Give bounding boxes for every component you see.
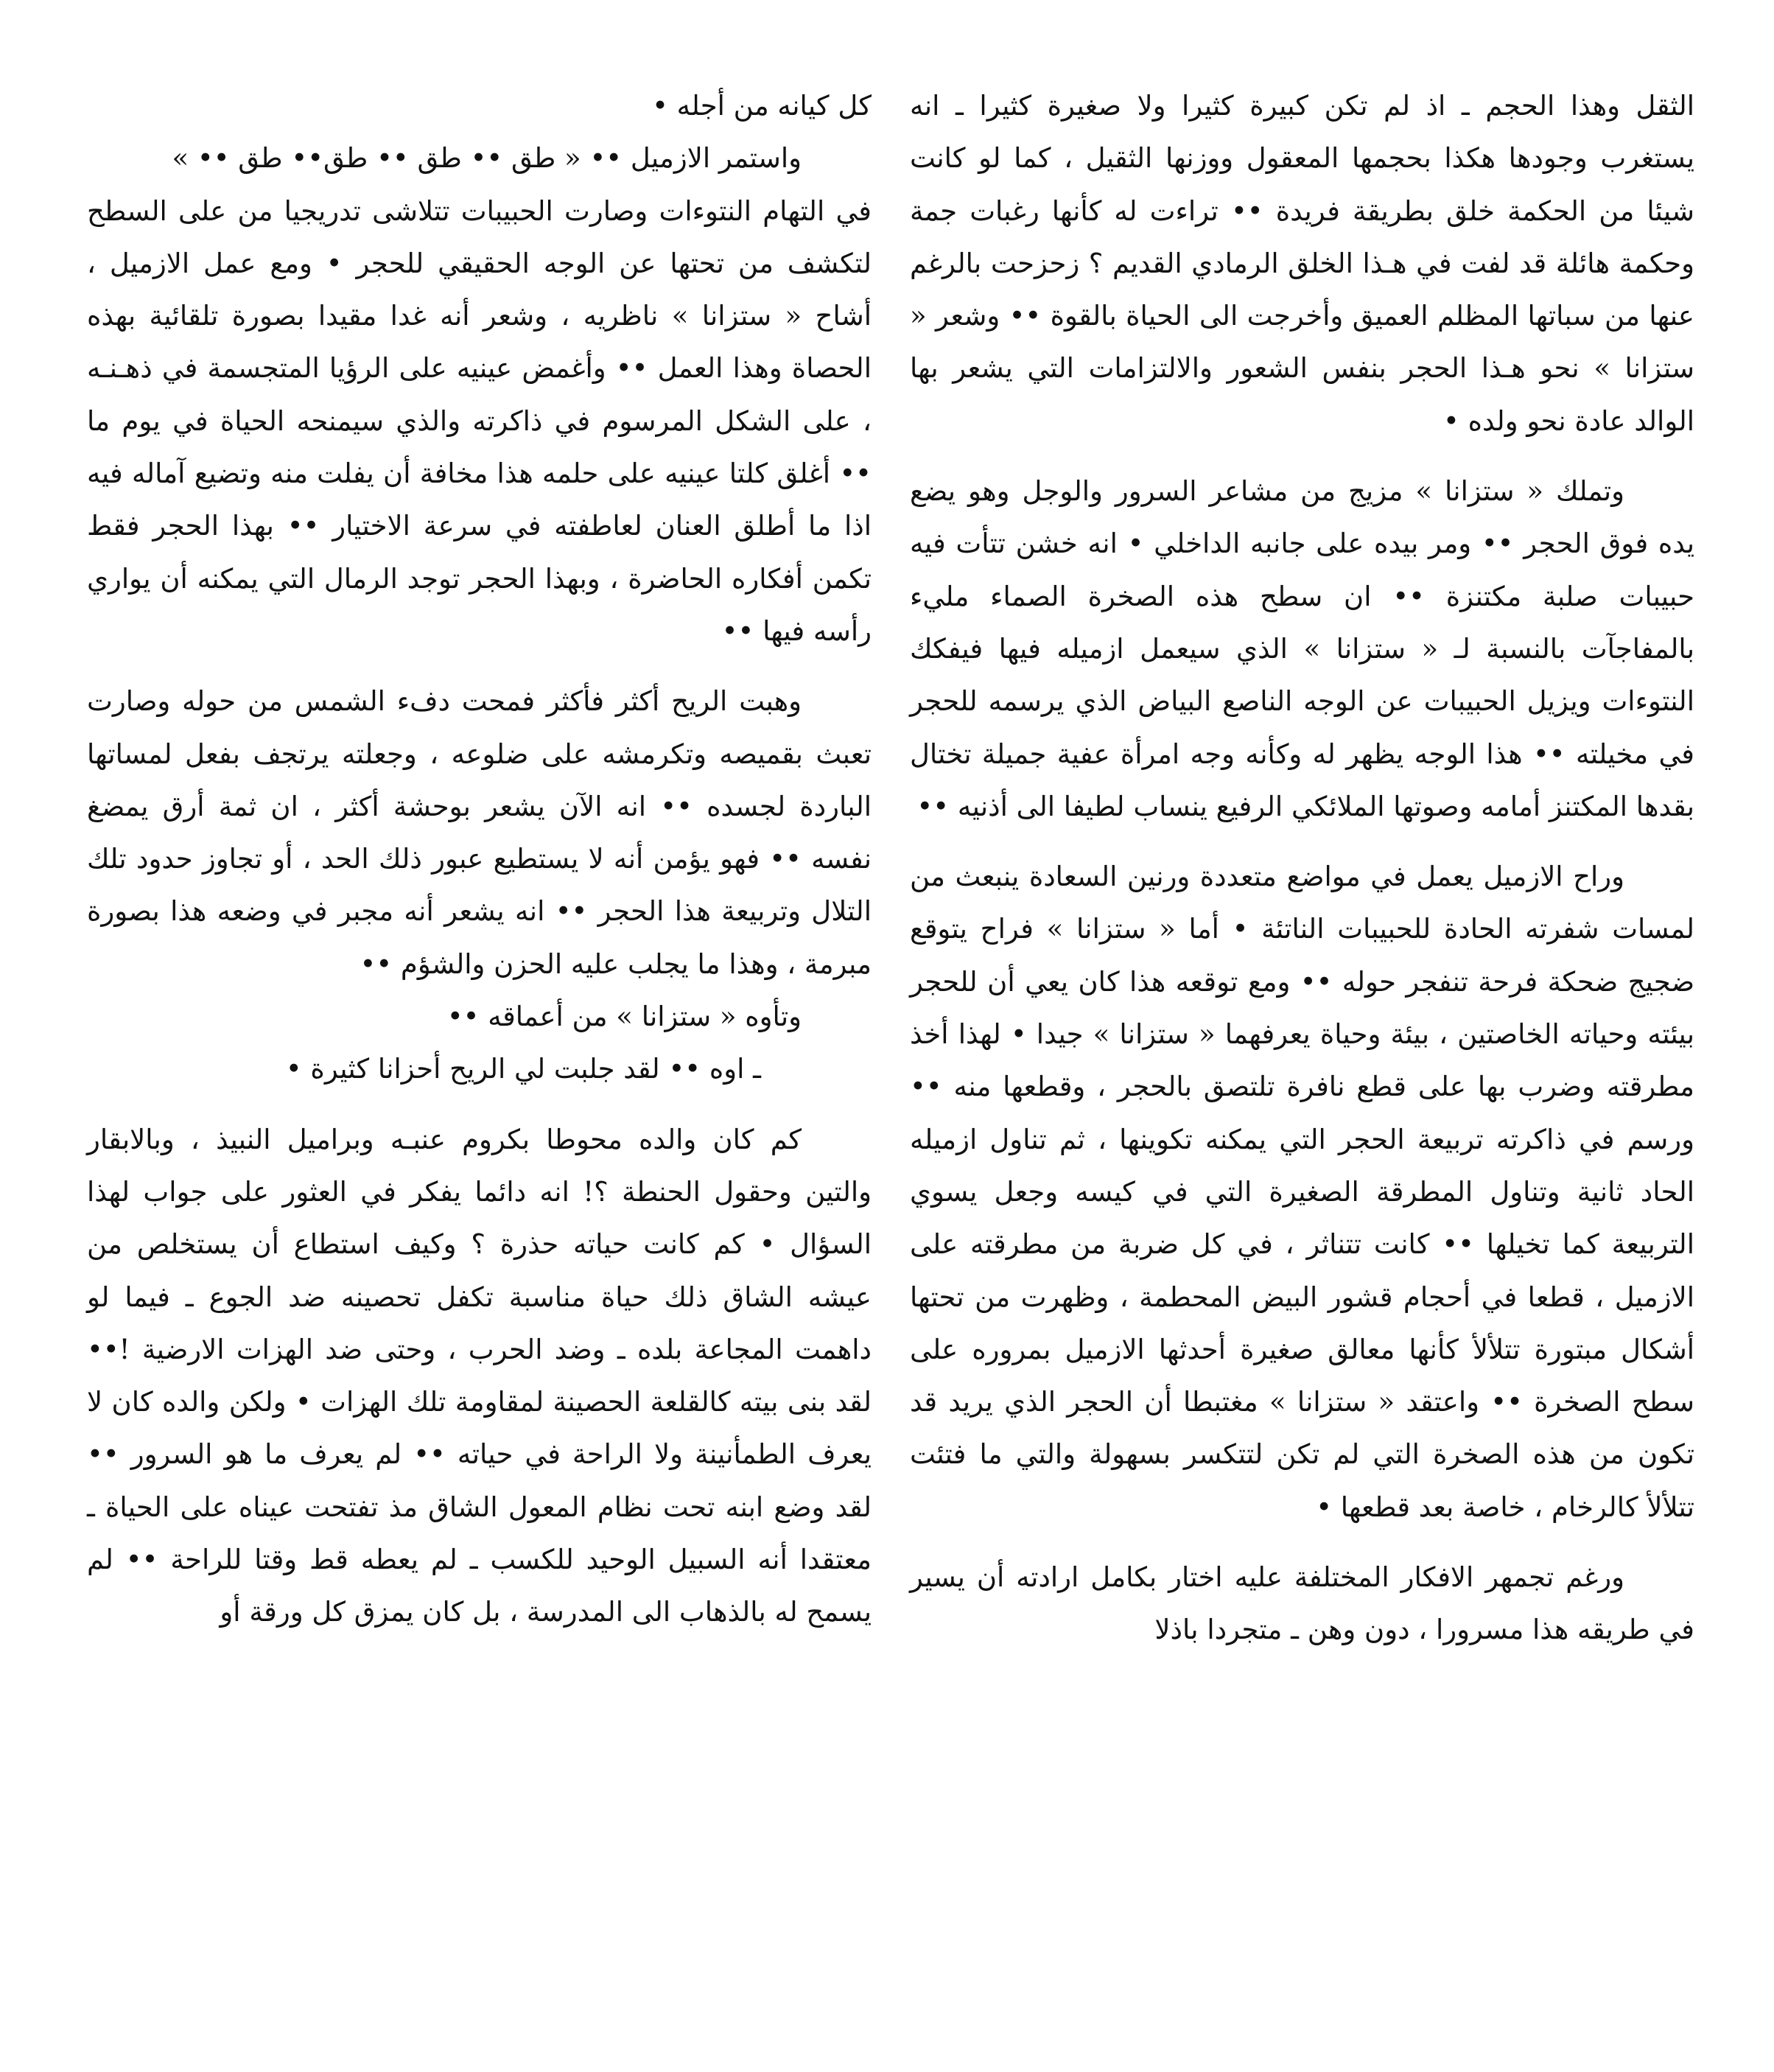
- paragraph: وراح الازميل يعمل في مواضع متعددة ورنين السعادة ينبعث من لمسات شفرته الحادة للحبيبات الناتئة • أما « ستزانا » فراح يتوقع ضجيج ضحكة فرحة تنفجر حوله •• ومع توقعه هذا كان يعي أن للحجر بيئته وحياته الخاصتين ، بيئة وحياة يعرفهما « ستزانا » جيدا • لهذا أخذ مطرقته وضرب بها على قطع نافرة تلتصق بالحجر ، وقطعها منه •• ورسم في ذاكرته تربيعة الحجر التي يمكنه تكوينها ، ثم تناول ازميله الحاد ثانية وتناول المطرقة الصغيرة التي في كيسه وجعل يسوي التربيعة كما تخيلها •• كانت تتناثر ، في كل ضربة من مطرقته على الازميل ، قطعا في أحجام قشور البيض المحطمة ، وظهرت من تحتها أشكال مبتورة تتلألأ كأنها معالق صغيرة أحدثها الازميل بمروره على سطح الصخرة •• واعتقد « ستزانا » مغتبطا أن الحجر الذي يريد قد تكون من هذه الصخرة التي لم تكن لتتكسر بسهولة والتي ما فتئت تتلألأ كالرخام ، خاصة بعد قطعها •: [910, 861, 1694, 1523]
- paragraph: وتملك « ستزانا » مزيج من مشاعر السرور والوجل وهو يضع يده فوق الحجر •• ومر بيده على جانبه الداخلي • انه خشن تتأت فيه حبيبات صلبة مكتنزة •• ان سطح هذه الصخرة الصماء مليء بالمفاجآت بالنسبة لـ « ستزانا » الذي سيعمل ازميله فيها فيفكك النتوءات ويزيل الحبيبات عن الوجه الناصع البياض الذي يرسمه للحجر في مخيلته •• هذا الوجه يظهر له وكأنه وجه امرأة عفية جميلة تختال بقدها المكتنز أمامه وصوتها الملائكي الرفيع ينساب لطيفا الى أذنيه ••: [910, 475, 1694, 822]
- paragraph: كم كان والده محوطا بكروم عنبـه وبراميل النبيذ ، وبالابقار والتين وحقول الحنطة ؟! انه دائما يفكر في العثور على جواب لهذا السؤال • كم كانت حياته حذرة ؟ وكيف استطاع أن يستخلص من عيشه الشاق ذلك حياة مناسبة تكفل تحصينه ضد الجوع ـ فيما لو داهمت المجاعة بلده ـ وضد الحرب ، وحتى ضد الهزات الارضية !•• لقد بنى بيته كالقلعة الحصينة لمقاومة تلك الهزات • ولكن والده كان لا يعرف الطمأنينة ولا الراحة في حياته •• لم يعرف ما هو السرور •• لقد وضع ابنه تحت نظام المعول الشاق مذ تفتحت عيناه على الحياة ـ معتقدا أنه السبيل الوحيد للكسب ـ لم يعطه قط وقتا للراحة •• لم يسمح له بالذهاب الى المدرسة ، بل كان يمزق كل ورقة أو: [87, 1123, 872, 1628]
- right-column: [910, 80, 1694, 1656]
- paragraph: ورغم تجمهر الافكار المختلفة عليه اختار بكامل ارادته أن يسير في طريقه هذا مسرورا ، دون وهن ـ متجردا باذلا: [910, 1561, 1694, 1646]
- paragraph: كل كيانه من أجله •: [652, 90, 872, 122]
- paragraph: وهبت الريح أكثر فأكثر فمحت دفء الشمس من حوله وصارت تعبث بقميصه وتكرمشه على ضلوعه ، وجعلته يرتجف بفعل لمساتها الباردة لجسده •• انه الآن يشعر بوحشة أكثر ، ان ثمة أرق يمضغ نفسه •• فهو يؤمن أنه لا يستطيع عبور ذلك الحد ، أو تجاوز حدود تلك التلال وتربيعة هذا الحجر •• انه يشعر أنه مجبر في وضعه هذا بصورة مبرمة ، وهذا ما يجلب عليه الحزن والشؤم ••: [87, 685, 872, 980]
- paragraph: الثقل وهذا الحجم ـ اذ لم تكن كبيرة كثيرا ولا صغيرة كثيرا ـ انه يستغرب وجودها هكذا بحجمها المعقول ووزنها الثقيل ، كما لو كانت شيئا من الحكمة خلق بطريقة فريدة •• تراءت له كأنها رغبات جمة وحكمة هائلة قد لفت في هـذا الخلق الرمادي القديم ؟ زحزحت بالرغم عنها من سباتها المظلم العميق وأخرجت الى الحياة بالقوة •• وشعر « ستزانا » نحو هـذا الحجر بنفس الشعور والالتزامات التي يشعر بها الوالد عادة نحو ولده •: [910, 90, 1694, 437]
- left-column: [87, 80, 872, 1639]
- paragraph: واستمر الازميل •• « طق •• طق •• طق•• طق •• »: [172, 142, 802, 175]
- dialogue-line: ـ اوه •• لقد جلبت لي الريح أحزانا كثيرة •: [285, 1053, 761, 1085]
- paragraph: في التهام النتوءات وصارت الحبيبات تتلاشى تدريجيا من على السطح لتكشف من تحتها عن الوجه الحقيقي للحجر • ومع عمل الازميل ، أشاح « ستزانا » ناظريه ، وشعر أنه غدا مقيدا بصورة تلقائية بهذه الحصاة وهذا العمل •• وأغمض عينيه على الرؤيا المتجسمة في ذهـنـه ، على الشكل المرسوم في ذاكرته والذي سيمنحه الحياة في يوم ما •• أغلق كلتا عينيه على حلمه هذا مخافة أن يفلت منه وتضيع آماله فيه اذا ما أطلق العنان لعاطفته في سرعة الاختيار •• بهذا الحجر فقط تكمن أفكاره الحاضرة ، وبهذا الحجر توجد الرمال التي يمكنه أن يواري رأسه فيها ••: [87, 195, 872, 647]
- dialogue-line: وتأوه « ستزانا » من أعماقه ••: [446, 1001, 802, 1033]
